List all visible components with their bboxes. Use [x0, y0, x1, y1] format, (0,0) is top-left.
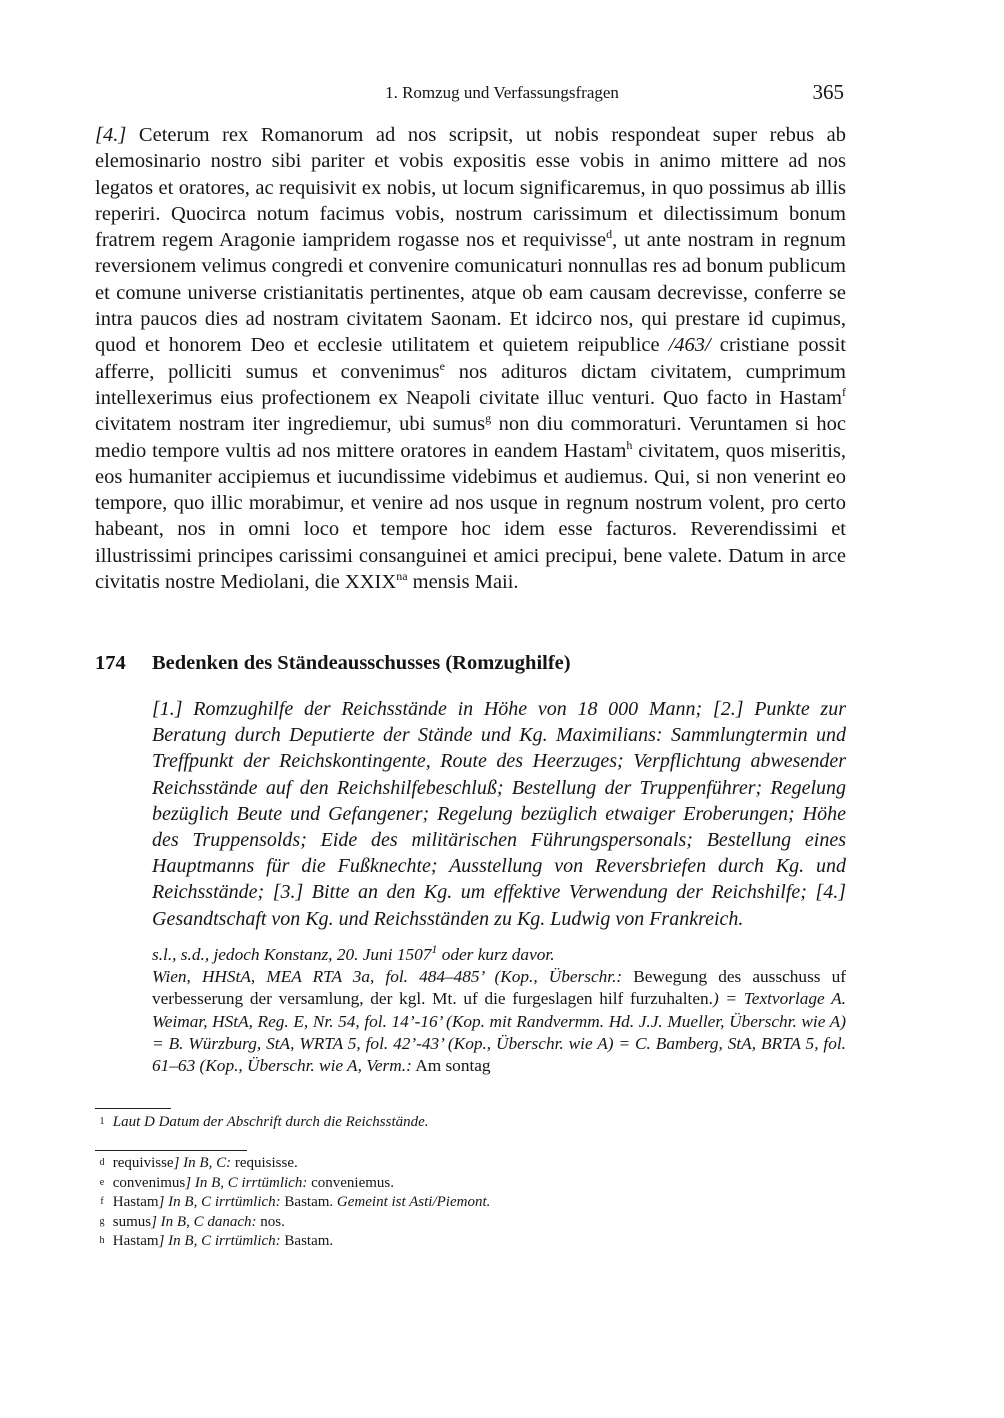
footnote-f: f Hastam] In B, C irrtümlich: Bastam. Gemeint ist Asti/Piemont.: [100, 1194, 491, 1210]
source-description: Wien, HHStA, MEA RTA 3a, fol. 484–485’ (Kop., Überschr.: Bewegung des ausschuss uf verbesserung der versamlung, der kgl. Mt. uf die furgeslagen hilf furzuhalten.) = Textvorlage A. Weimar, HStA, Reg. E, Nr. 54, fol. 14’-16’ (Kop. mit Randvermm. Hd. J.J. Mueller, Überschr. wie A) = B. Würzburg, StA, WRTA 5, fol. 42’-43’ (Kop., Überschr. wie A) = C. Bamberg, StA, BRTA 5, fol. 61–63 (Kop., Überschr. wie A, Verm.: Am sontag: [152, 967, 846, 1076]
footnote-d: d requivisse] In B, C: requisisse.: [99, 1155, 298, 1171]
document-abstract: [1.] Romzughilfe der Reichsstände in Höhe von 18 000 Mann; [2.] Punkte zur Beratung durch Deputierte der Stände und Kg. Maximilians: Sammlungtermin und Treffpunkt der Reichskontingente, Route des Heerzuges; Verpflichtung abwesender Reichsstände auf den Reichshilfebeschluß; Bestellung der Truppenführer; Regelung bezüglich Beute und Gefangener; Regelung bezüglich etwaiger Eroberungen; Höhe des Truppensolds; Eide des militärischen Führungspersonals; Bestellung eines Hauptmanns für die Fußknechte; Ausstellung von Reversbriefen durch Kg. und Reichsstände; [3.] Bitte an den Kg. um effektive Verwendung der Reichshilfe; [4.] Gesandtschaft von Kg. und Reichsständen zu Kg. Ludwig von Frankreich.: [152, 698, 846, 930]
footnote-ref-g: g: [485, 411, 492, 426]
running-title: 1. Romzug und Verfassungsfragen: [385, 83, 619, 102]
document-title: Bedenken des Ständeausschusses (Romzughilfe): [152, 652, 571, 674]
page-number: 365: [812, 80, 844, 104]
footnote-divider-lettered: [95, 1150, 247, 1151]
letter-text-4: nos adituros dictam civitatem, cumprimum intellexerimus eius profectionem ex Neapoli civitate illuc venturi. Quo facto in Hastam: [95, 360, 846, 409]
footnote-ref-d: d: [606, 227, 613, 242]
footnote-ref-1: 1: [431, 942, 438, 957]
letter-text-8: mensis Maii.: [407, 571, 519, 594]
footnote-1: 1 Laut D Datum der Abschrift durch die Reichsstände.: [99, 1114, 429, 1130]
footnote-ref-e: e: [439, 358, 445, 373]
letter-text-1: Ceterum rex Romanorum ad nos scripsit, ut nobis respondeat super rebus ab elemosinario nostro sibi pariter et vobis expositis esse vobis in animo mittere ad nos legatos et oratores, ac requisivit ex nobis, ut locum significaremus, in quo possimus ab illis reperiri. Quocirca notum facimus vobis, nostrum carissimum et dilectissimum bonum fratrem regem Aragonie iampridem rogasse nos et requivisse: [95, 124, 846, 252]
source-block: [152, 944, 846, 1077]
footnote-g: g sumus] In B, C danach: nos.: [99, 1213, 285, 1230]
letter-paragraph: [95, 122, 846, 595]
letter-text-2: , ut ante nostram in regnum reversionem velimus congredi et convenire comunicaturi nonnullas res ad bonum publicum et comune universe cristianitatis pertinentes, atque ob eam causam decrevisse, conferre se intra paucos dies ad nostram civitatem Saonam. Et idcirco nos, qui prestare id cupimus, quod et honorem Deo et ecclesie utilitatem et quietem reipublice: [95, 229, 846, 357]
date-superscript: na: [396, 569, 408, 584]
letter-text-6: non diu commoraturi. Veruntamen si hoc medio tempore vultis ad nos mittere oratores in eandem Hastam: [95, 413, 846, 462]
letter-text-7: civitatem, quos miseritis, eos humaniter accipiemus et iucundissime videbimus et audiemus. Qui, si non venerint eo tempore, quo illic morabimur, et venire ad nos usque in regnum nostrum volent, pro certo habeant, nos in omni loco et tempore hoc idem esse facturos. Reverendissimi et illustrissimi principes carissimi consanguinei et amici precipui, bene valete. Datum in arce civitatis nostre Mediolani, die XXIX: [95, 439, 846, 594]
document-number: 174: [95, 652, 126, 674]
letter-text-3: cristiane possit afferre, polliciti sumus et convenimus: [95, 334, 846, 383]
footnote-h: h Hastam] In B, C irrtümlich: Bastam.: [99, 1233, 334, 1249]
footnote-divider-numbered: [95, 1108, 171, 1109]
footnote-ref-h: h: [626, 437, 633, 452]
letter-text-5: civitatem nostram iter ingrediemur, ubi sumus: [95, 413, 486, 436]
section-marker: [4.]: [95, 124, 127, 146]
footnote-e: e convenimus] In B, C irrtümlich: conveniemus.: [99, 1174, 394, 1191]
page-break-marker: /463/: [668, 334, 711, 357]
footnote-ref-f: f: [842, 385, 846, 400]
date-line: s.l., s.d., jedoch Konstanz, 20. Juni 1507$^1$ oder kurz davor.: [152, 942, 555, 964]
